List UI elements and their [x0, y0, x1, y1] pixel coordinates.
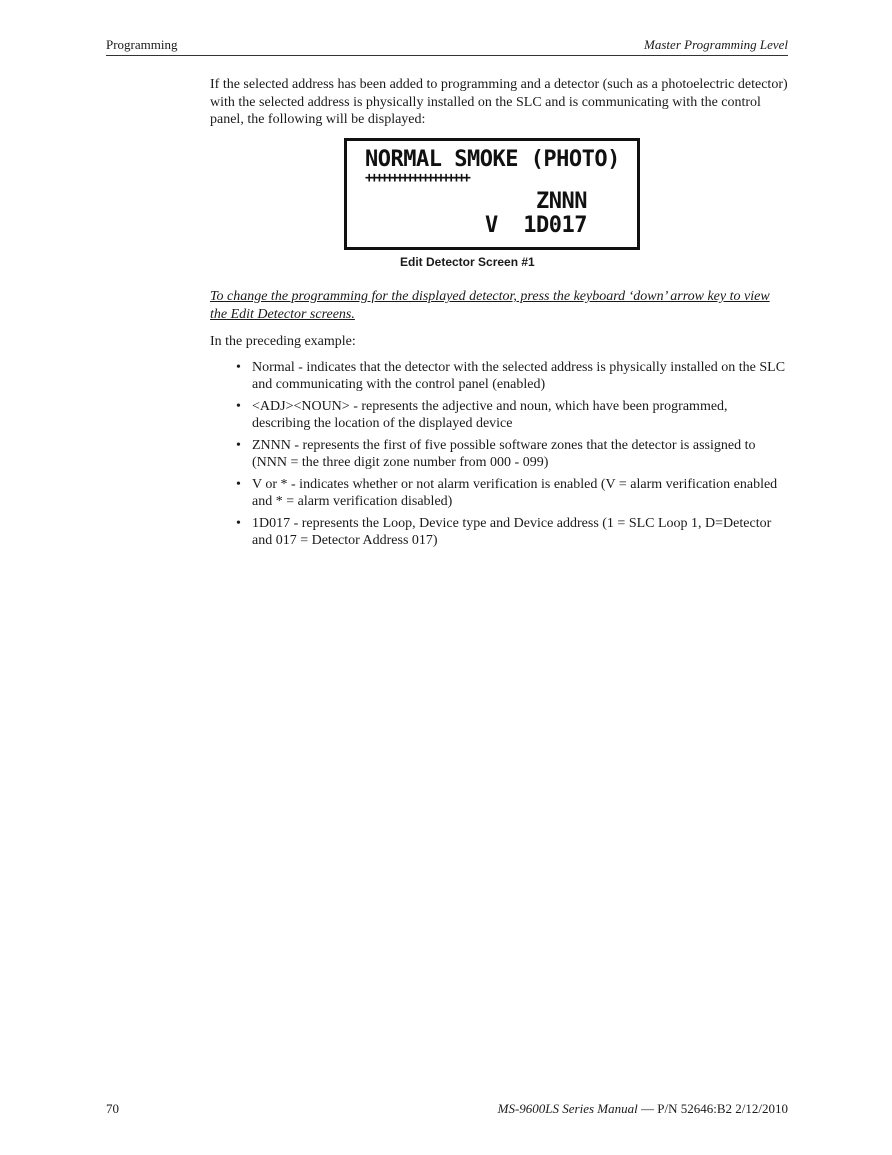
instruction-note: To change the programming for the displayed detector, press the keyboard ‘down’ arrow key to view the Edit Detector screens.	[210, 289, 770, 322]
bullet-dot: •	[236, 515, 241, 531]
bullet-dot: •	[236, 437, 241, 453]
part-number: — P/N 52646:B2 2/12/2010	[637, 1101, 788, 1116]
bullet-dot: •	[236, 398, 241, 414]
lcd-line-1: NORMAL SMOKE (PHOTO)	[365, 146, 620, 172]
page-header	[106, 37, 788, 56]
preceding-heading: In the preceding example:	[210, 334, 356, 349]
lcd-line-3: ZNNN	[536, 188, 587, 214]
list-item	[210, 437, 788, 472]
page-content	[210, 76, 788, 554]
manual-title: MS-9600LS Series Manual	[497, 1101, 638, 1116]
header-section-title: Programming	[106, 37, 178, 52]
lcd-display	[344, 138, 640, 250]
list-item-text: 1D017 - represents the Loop, Device type and Device address (1 = SLC Loop 1, D=Detector and 017 = Detector Address 017)	[252, 515, 772, 548]
list-item	[210, 359, 788, 394]
header-chapter-title: Master Programming Level	[644, 37, 788, 52]
figure-caption: Edit Detector Screen #1	[400, 254, 535, 269]
page-number: 70	[106, 1101, 119, 1116]
list-item	[210, 476, 788, 511]
footer-manual-info	[498, 1101, 788, 1117]
list-item-text: ZNNN - represents the first of five possible software zones that the detector is assigned to (NNN = the three digit zone number from 000 - 099)	[252, 437, 756, 470]
list-item-text: <ADJ><NOUN> - represents the adjective and noun, which have been programmed, describing the location of the displayed device	[252, 398, 728, 431]
lcd-line-2: ++++++++++++++++++++	[365, 172, 468, 185]
intro-paragraph: If the selected address has been added to programming and a detector (such as a photoelectric detector) with the selected address is physically installed on the SLC and is communicating with the control panel, the following will be displayed:	[210, 77, 788, 127]
list-item	[210, 515, 788, 550]
list-item-text: Normal - indicates that the detector with the selected address is physically installed on the SLC and communicating with the control panel (enabled)	[252, 359, 786, 392]
lcd-line-4: V 1D017	[485, 212, 587, 238]
bullet-list	[210, 359, 788, 550]
list-item-text: V or * - indicates whether or not alarm verification is enabled (V = alarm verification enabled and * = alarm verification disabled)	[252, 476, 778, 509]
bullet-dot: •	[236, 359, 241, 375]
bullet-dot: •	[236, 476, 241, 492]
lcd-figure	[344, 138, 640, 272]
list-item	[210, 398, 788, 433]
